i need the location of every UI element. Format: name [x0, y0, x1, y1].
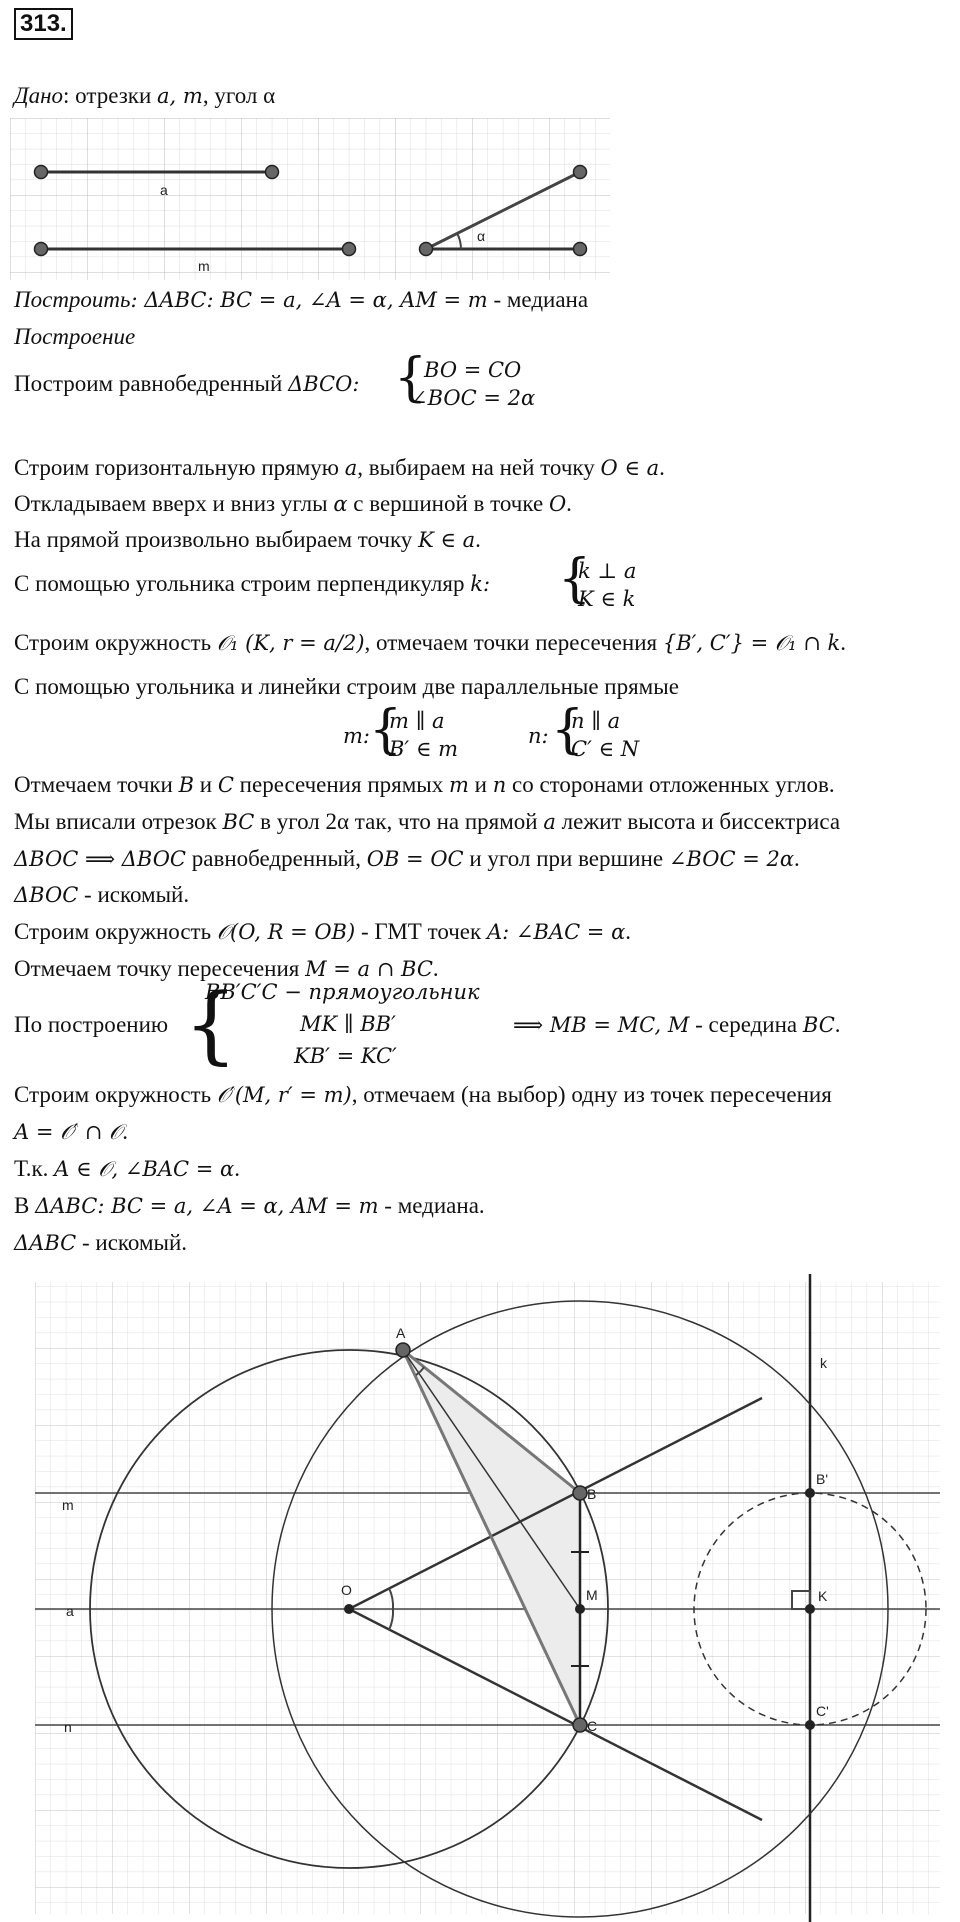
text-line: Отмечаем точку пересечения M = a ∩ BC. — [14, 956, 439, 981]
text-line: По построению — [14, 1012, 169, 1037]
label-k: k — [820, 1355, 827, 1371]
label-K: K — [818, 1588, 828, 1604]
text-fragment: ⟹ MB = MC, M - середина BC. — [513, 1012, 841, 1037]
label-m: m — [62, 1497, 74, 1513]
label-A: A — [396, 1325, 406, 1341]
label-O: O — [341, 1582, 352, 1598]
text-line: Строим окружность 𝒪′(M, r′ = m), отмечаем (на выбор) одну из точек пересечения — [14, 1082, 832, 1107]
text-line: Откладываем вверх и вниз углы α с вершиной в точке O. — [14, 491, 572, 516]
text-line: Отмечаем точки B и C пересечения прямых m и n со сторонами отложенных углов. — [14, 772, 835, 797]
text-line: С помощью угольника и линейки строим две параллельные прямые — [14, 674, 679, 699]
label-n: n — [64, 1719, 72, 1735]
text-line: Строим окружность 𝒪₁ (K, r = a/2), отмечаем точки пересечения {B′, C′} = 𝒪₁ ∩ k. — [14, 630, 846, 655]
point — [420, 243, 433, 256]
point — [35, 166, 48, 179]
label-seg-m: m — [198, 258, 210, 274]
text-line: Строим горизонтальную прямую a, выбираем на ней точку O ∈ a. — [14, 455, 665, 480]
point — [343, 243, 356, 256]
point — [35, 243, 48, 256]
text-line: ΔBOC ⟹ ΔBOC равнобедренный, OB = OC и угол при вершине ∠BOC = 2α. — [14, 846, 800, 871]
label-B: B — [587, 1486, 597, 1502]
line-isosceles: Построим равнобедренный ΔBCO: — [14, 371, 360, 396]
text-line: ΔBOC - искомый. — [14, 882, 190, 907]
point — [574, 166, 587, 179]
construct-line: Построить: ΔABC: BC = a, ∠A = α, AM = m - медиана — [14, 287, 589, 312]
brace: { — [558, 549, 592, 609]
given-label: Дано — [14, 83, 64, 108]
sys-label: n: — [528, 724, 549, 748]
label-angle: α — [477, 228, 486, 244]
label-Bp: B' — [816, 1471, 829, 1487]
construction-figure — [0, 1262, 960, 1922]
text-line: A = 𝒪′ ∩ 𝒪. — [14, 1119, 129, 1144]
brace: { — [184, 975, 238, 1073]
label-Cp: C' — [816, 1703, 829, 1719]
brace: { — [551, 700, 585, 760]
point — [574, 243, 587, 256]
label-C: C — [587, 1718, 598, 1734]
label-M: M — [586, 1587, 598, 1603]
sys-label: m: — [343, 724, 370, 748]
label-a: a — [66, 1603, 74, 1619]
page: 313. Дано: отрезки a, m, угол α a m α Построить: ΔABC: BC = a, ∠A = α, AM = m - медиана Построение Построим равнобедренный ΔBCO: { BO = CO ∠BOC = 2α Строим горизонтальную прямую a, выбираем на ней точку O ∈ a. Откладываем вверх и вниз углы α с вершиной в точке O. На прямой произвольно выбираем точку K ∈ a. С помощью угольника строим перпендикуляр k: { k ⊥ a K ∈ k Строим окружность 𝒪₁ (K, r = a/2), отмечаем точки пересечения {B′, C′} = 𝒪₁ ∩ k. С помощью угольника и линейки строим две параллельные прямые m: { m ∥ a B′ ∈ m n: { n ∥ a C′ ∈ N Отмечаем точки B и C пересечения прямых m и n со сторонами отложенных углов. Мы вписали отрезок BC в угол 2α так, что на прямой a лежит высота и биссектриса ΔBOC ⟹ ΔBOC равнобедренный, OB = OC и угол при вершине ∠BOC = 2α. ΔBOC - искомый. Строим окружность 𝒪(O, R = OB) - ГМТ точек A: ∠BAC = α. Отмечаем точку пересечения M = a ∩ BC. По построению { BB′C′C − прямоугольник MK ∥ BB′ KB′ = KC′ ⟹ MB = MC, M - середина BC. Строим окружность 𝒪′(M, r′ = m), отмечаем (на выбор) одну из точек пересечения A = 𝒪′ ∩ 𝒪. Т.к. A ∈ 𝒪, ∠BAC = α. В ΔABC: BC = a, ∠A = α, AM = m - медиана. ΔABC - искомый. A B C O M K B' C' k m a n — [0, 0, 960, 1922]
given-line: Дано: отрезки a, m, угол α — [14, 83, 276, 108]
given-figure — [10, 118, 610, 280]
text-line: В ΔABC: BC = a, ∠A = α, AM = m - медиана. — [14, 1193, 485, 1218]
construction-label: Построение — [14, 324, 136, 349]
point — [266, 166, 279, 179]
text-line: Мы вписали отрезок BC в угол 2α так, что на прямой a лежит высота и биссектриса — [14, 809, 841, 834]
label-seg-a: a — [160, 182, 168, 198]
brace: { — [394, 348, 428, 408]
brace: { — [369, 700, 403, 760]
sys-line: BO = CO — [424, 358, 522, 382]
text-line: Т.к. A ∈ 𝒪, ∠BAC = α. — [14, 1156, 240, 1181]
problem-number: 313. — [14, 8, 73, 40]
text-line: С помощью угольника строим перпендикуляр k: — [14, 571, 491, 596]
text-line: Строим окружность 𝒪(O, R = OB) - ГМТ точек A: ∠BAC = α. — [14, 919, 632, 944]
sys-line: k ⊥ a — [578, 559, 637, 583]
text-line: ΔABC - искомый. — [14, 1230, 188, 1255]
sys-line: ∠BOC = 2α — [410, 386, 536, 410]
sys-line: K ∈ k — [578, 587, 636, 611]
text-line: На прямой произвольно выбираем точку K ∈ a. — [14, 527, 481, 552]
